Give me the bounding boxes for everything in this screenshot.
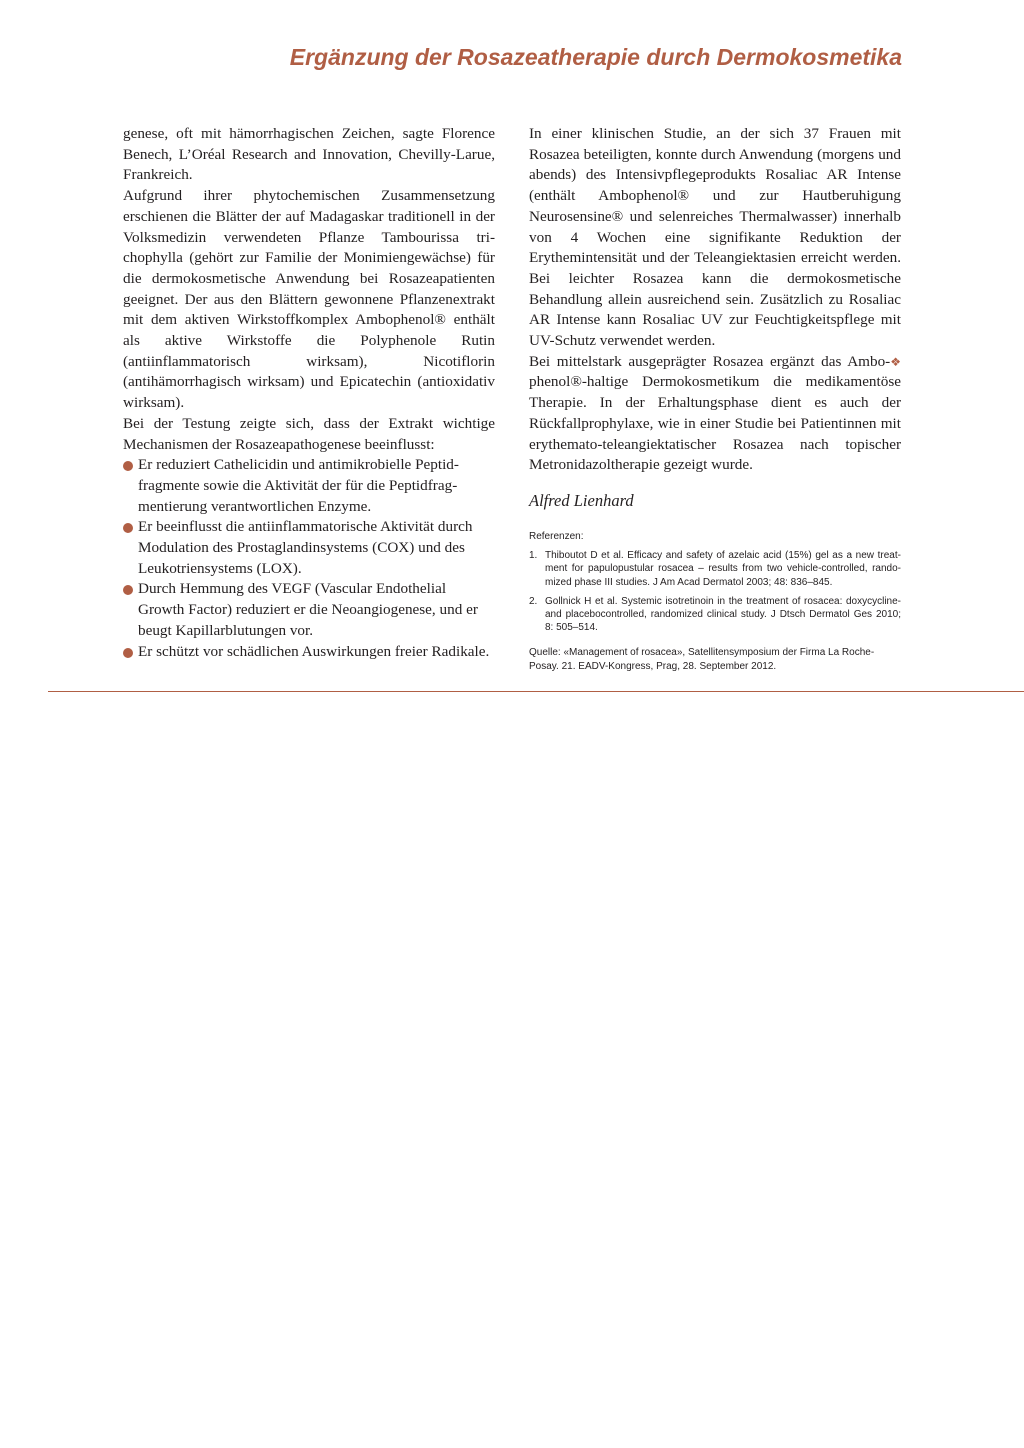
reference-number: 2. — [529, 595, 538, 607]
references-heading: Referenzen: — [529, 530, 584, 542]
list-item — [123, 579, 495, 641]
list-item — [123, 517, 495, 579]
paragraph: genese, oft mit hämorrhagischen Zeichen, sagte Florence Benech, L’Oréal Research and Innovation, Chevilly-Larue, Frankreich. — [123, 125, 495, 184]
list-item — [123, 642, 495, 663]
paragraph-text: Bei mittelstark ausgeprägter Rosazea ergänzt das Ambophenol®-haltige Dermokosmetikum die medikamentöse Therapie. In der Erhaltungsphase dient es auch der Rückfallprophylaxe, wie in einer Studie bei Patientinnen mit erythemato-teleangiektatischer Rosazea nach topischer Metronidazoltherapie gezeigt wurde. — [529, 352, 901, 474]
paragraph: Aufgrund ihrer phytochemischen Zusammensetzung erschienen die Blätter der auf Madagaskar traditionell in der Volksmedizin verwendeten Pflanze Tambourissa trichophylla (gehört zur Familie der Monimiengewächse) für die dermokosmetische Anwendung bei Rosazeapatienten geeignet. Der aus den Blättern gewonnene Pflanzenextrakt mit dem aktiven Wirkstoffkomplex Ambophenol® enthält als aktive Wirkstoffe die Polyphenole Rutin (antiinflammatorisch wirksam), Nicotiflorin (antihämorrhagisch wirksam) und Epicatechin (antioxidativ wirksam). — [123, 187, 495, 412]
reference-text: Thiboutot D et al. Efficacy and safety of azelaic acid (15%) gel as a new treatment for papulopustular rosacea – results from two vehicle-controlled, randomized phase III studies. J Am Acad Dermatol 2003; 48: 836–845. — [545, 550, 901, 588]
end-of-article-icon: ❖ — [890, 354, 901, 369]
bullet-dot-icon — [123, 585, 133, 595]
reference-item — [529, 549, 901, 589]
list-item-text: Er schützt vor schädlichen Auswirkungen freier Radikale. — [138, 642, 490, 660]
bullet-dot-icon — [123, 461, 133, 471]
list-item — [123, 455, 495, 517]
bullet-dot-icon — [123, 648, 133, 658]
references — [529, 530, 901, 673]
paragraph: In einer klinischen Studie, an der sich 37 Frauen mit Rosazea beteiligten, konnte durch Anwendung (morgens und abends) des Intensivpflegeprodukts Rosaliac AR Intense (enthält Ambophenol® und zur Hautberuhigung Neurosensine® und selenreiches Thermalwasser) innerhalb von 4 Wochen eine signifikante Reduktion der Erythemintensität und der Teleangiektasien erreicht werden. Bei leichter Rosazea kann die dermokosmetische Behandlung allein ausreichend sein. Zusätzlich zu Rosaliac AR Intense kann Rosaliac UV zur Feuchtigkeitspflege mit UV-Schutz verwendet werden. — [529, 125, 901, 350]
source-note: Quelle: «Management of rosacea», Satellitensymposium der Firma La Roche-Posay. 21. EADV-Kongress, Prag, 28. September 2012. — [529, 647, 875, 672]
right-column — [529, 124, 901, 673]
list-item-text: Durch Hemmung des VEGF (Vascular Endothelial Growth Factor) reduziert er die Neoangiogenese, und er beugt Kapillarblutungen vor. — [138, 580, 478, 639]
reference-text: Gollnick H et al. Systemic isotretinoin in the treatment of rosacea: doxycycline- and placebocontrolled, randomized clinical study. J Dtsch Dermatol Ges 2010; 8: 505–514. — [545, 595, 901, 634]
page-header-title: Ergänzung der Rosazeatherapie durch Dermokosmetika — [289, 44, 902, 70]
list-item-text: Er reduziert Cathelicidin und antimikrobielle Peptidfragmente sowie die Aktivität der für die Peptidfragmentierung verantwortlichen Enzyme. — [138, 456, 459, 515]
left-column — [123, 124, 495, 662]
mechanism-list — [123, 455, 495, 662]
author-name: Alfred Lienhard — [529, 490, 634, 510]
reference-item — [529, 595, 901, 635]
bottom-divider — [48, 691, 1024, 692]
reference-number: 1. — [529, 550, 538, 562]
list-item-text: Er beeinflusst die antiinflammatorische Aktivität durch Modulation des Prostaglandinsystems (COX) und des Leukotriensystems (LOX). — [138, 518, 473, 577]
bullet-dot-icon — [123, 523, 133, 533]
paragraph — [529, 352, 901, 476]
paragraph: Bei der Testung zeigte sich, dass der Extrakt wichtige Mechanismen der Rosazeapathogenese beeinflusst: — [123, 414, 495, 453]
reference-list — [529, 549, 901, 634]
